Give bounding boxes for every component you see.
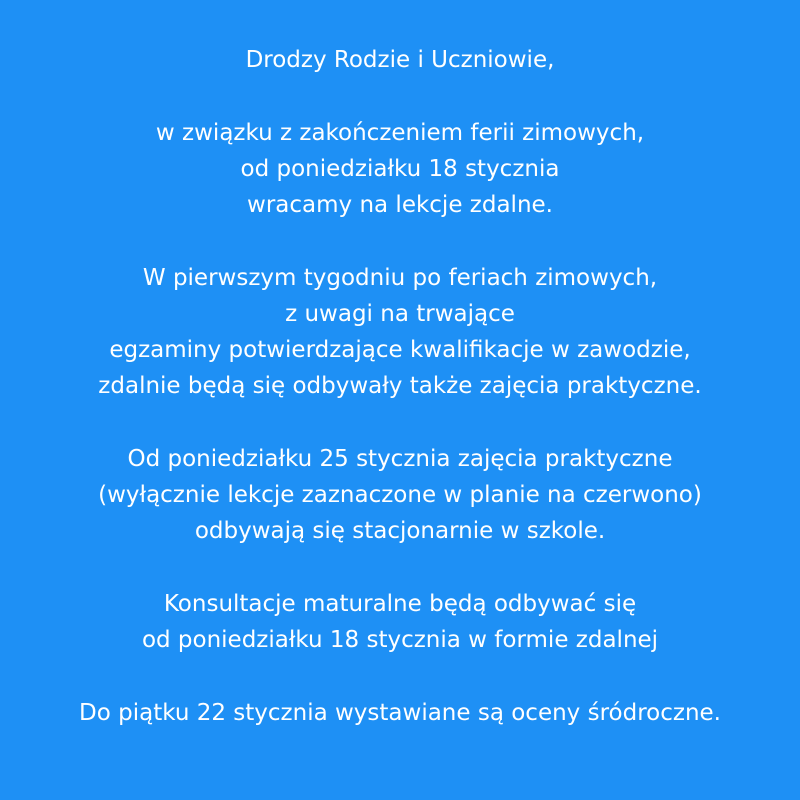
- paragraph-remote-lessons: [0, 115, 800, 223]
- text-line: egzaminy potwierdzające kwalifikacje w zawodzie,: [109, 337, 691, 363]
- text-line: od poniedziałku 18 stycznia: [240, 156, 560, 182]
- paragraph-gap: [0, 549, 800, 586]
- paragraph-practical-classes: [0, 441, 800, 549]
- paragraph-gap: [0, 404, 800, 441]
- text-line: z uwagi na trwające: [285, 301, 515, 327]
- text-line: Konsultacje maturalne będą odbywać się: [163, 591, 637, 617]
- text-line: Od poniedziałku 25 stycznia zajęcia praktyczne: [127, 446, 673, 472]
- text-line: zdalnie będą się odbywały także zajęcia praktyczne.: [98, 373, 702, 399]
- paragraph-gap: [0, 223, 800, 260]
- greeting-line: Drodzy Rodzie i Uczniowie,: [245, 47, 555, 73]
- text-line: wracamy na lekcje zdalne.: [247, 192, 553, 218]
- text-line: (wyłącznie lekcje zaznaczone w planie na czerwono): [98, 482, 702, 508]
- text-line: od poniedziałku 18 stycznia w formie zdalnej: [141, 627, 659, 653]
- paragraph-first-week: [0, 260, 800, 404]
- text-line: Do piątku 22 stycznia wystawiane są oceny śródroczne.: [79, 700, 721, 726]
- paragraph-consultations: [0, 586, 800, 658]
- text-line: W pierwszym tygodniu po feriach zimowych,: [142, 265, 658, 291]
- text-line: w związku z zakończeniem ferii zimowych,: [155, 120, 645, 146]
- text-line: odbywają się stacjonarnie w szkole.: [194, 518, 606, 544]
- paragraph-gap: [0, 658, 800, 695]
- paragraph-grades: [0, 695, 800, 731]
- paragraph-gap: [0, 78, 800, 115]
